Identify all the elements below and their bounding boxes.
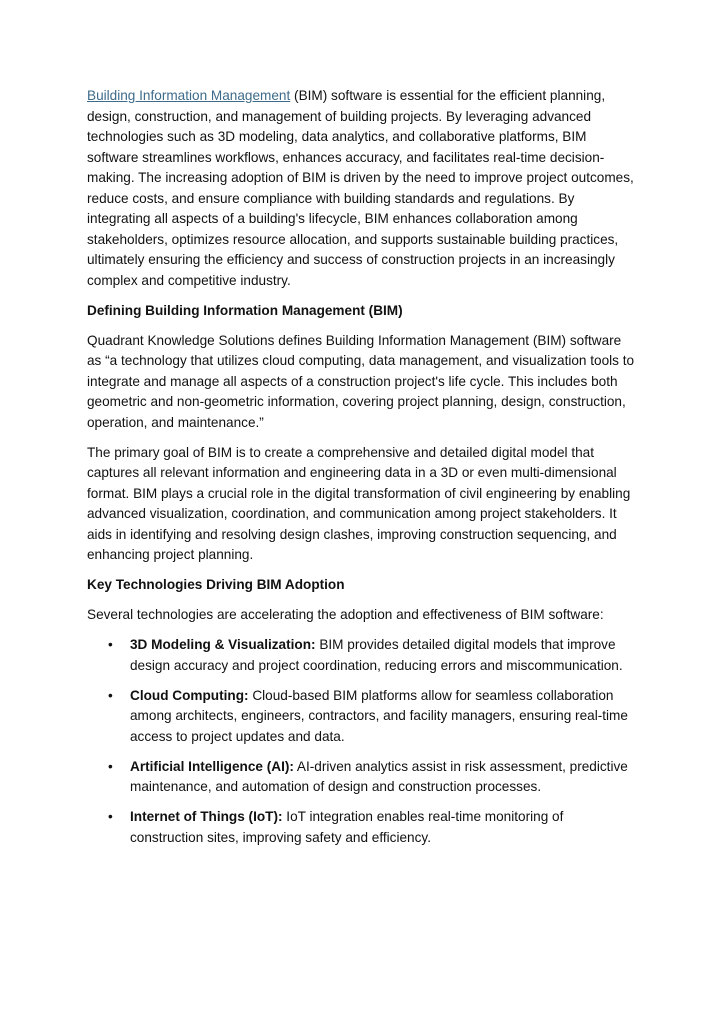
list-item [87, 757, 635, 798]
list-item-text: AI-driven analytics assist in risk assessment, predictive maintenance, and automation of design and construction processes. [130, 758, 628, 794]
bullet-icon: • [108, 687, 113, 703]
section-heading-key-technologies: Key Technologies Driving BIM Adoption [87, 577, 345, 592]
list-item [87, 807, 635, 848]
bullet-icon: • [108, 637, 113, 652]
list-item [87, 686, 635, 748]
list-item-term: Artificial Intelligence (AI): [130, 758, 294, 774]
primary-goal-paragraph: The primary goal of BIM is to create a comprehensive and detailed digital model that captures all relevant information and engineering data in a 3D or even multi-dimensional format. BIM plays a crucial role in the digital transformation of civil engineering by enabling advanced visualization, coordination, and communication among project stakeholders. It aids in identifying and resolving design clashes, improving construction sequencing, and enhancing project planning. [87, 444, 631, 562]
bullet-icon: • [108, 758, 113, 774]
intro-text: (BIM) software is essential for the efficient planning, design, construction, and management of building projects. By leveraging advanced technologies such as 3D modeling, data analytics, and collaborative platforms, BIM software streamlines workflows, enhances accuracy, and facilitates real-time decision-making. The increasing adoption of BIM is driven by the need to improve project outcomes, reduce costs, and ensure compliance with building standards and regulations. By integrating all aspects of a building's lifecycle, BIM enhances collaboration among stakeholders, optimizes resource allocation, and supports sustainable building practices, ultimately ensuring the efficiency and success of construction projects in an increasingly complex and competitive industry. [87, 88, 634, 288]
technology-list [87, 635, 635, 848]
list-item-text: IoT integration enables real-time monitoring of construction sites, improving safety and efficiency. [130, 809, 564, 845]
list-item-text: BIM provides detailed digital models that improve design accuracy and project coordination, reducing errors and miscommunication. [130, 637, 623, 673]
list-item-term: 3D Modeling & Visualization: [130, 637, 316, 652]
bim-link[interactable]: Building Information Management [87, 88, 291, 103]
list-item-term: Internet of Things (IoT): [130, 809, 283, 824]
technologies-intro: Several technologies are accelerating the adoption and effectiveness of BIM software: [87, 607, 604, 622]
list-item-text: Cloud-based BIM platforms allow for seamless collaboration among architects, engineers, contractors, and facility managers, ensuring real-time access to project updates and data. [130, 687, 628, 744]
section-heading-defining-bim: Defining Building Information Management (BIM) [87, 302, 403, 318]
intro-paragraph [87, 86, 635, 291]
bullet-icon: • [108, 809, 113, 824]
definition-paragraph: Quadrant Knowledge Solutions defines Building Information Management (BIM) software as “a technology that utilizes cloud computing, data management, and visualization tools to integrate and manage all aspects of a construction project's life cycle. This includes both geometric and non-geometric information, covering project planning, design, construction, operation, and maintenance.” [87, 332, 635, 430]
list-item-term: Cloud Computing: [130, 687, 249, 703]
document-page [87, 86, 635, 858]
list-item [87, 635, 635, 676]
